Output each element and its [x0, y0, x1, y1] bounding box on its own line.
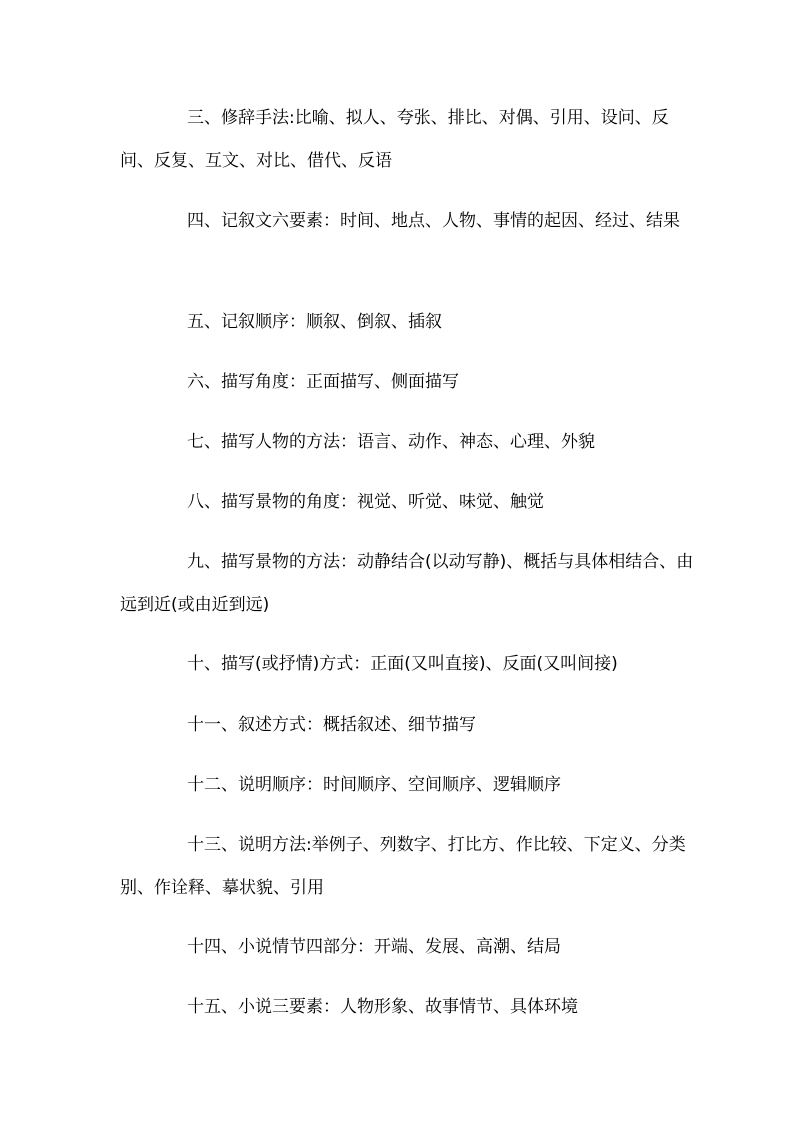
item-rhetoric-devices: 三、修辞手法:比喻、拟人、夸张、排比、对偶、引用、设问、反问、反复、互文、对比、借代、反语: [120, 108, 669, 171]
item-exposition-order: 十二、说明顺序：时间顺序、空间顺序、逻辑顺序: [187, 775, 561, 795]
item-narration-mode: 十一、叙述方式：概括叙述、细节描写: [187, 715, 476, 735]
item-narrative-order: 五、记叙顺序：顺叙、倒叙、插叙: [187, 312, 442, 332]
item-description-angle: 六、描写角度：正面描写、侧面描写: [187, 372, 459, 392]
item-novel-elements: 十五、小说三要素：人物形象、故事情节、具体环境: [187, 997, 578, 1017]
item-description-mode: 十、描写(或抒情)方式：正面(又叫直接)、反面(又叫间接): [187, 654, 618, 674]
item-scenery-methods: 九、描写景物的方法：动静结合(以动写静)、概括与具体相结合、由远到近(或由近到远): [120, 552, 694, 615]
item-character-description: 七、描写人物的方法：语言、动作、神态、心理、外貌: [187, 432, 595, 452]
item-scenery-angle: 八、描写景物的角度：视觉、听觉、味觉、触觉: [187, 492, 544, 512]
item-plot-parts: 十四、小说情节四部分：开端、发展、高潮、结局: [187, 937, 561, 957]
item-exposition-methods: 十三、说明方法:举例子、列数字、打比方、作比较、下定义、分类别、作诠释、摹状貌、引用: [120, 835, 686, 898]
item-narrative-elements: 四、记叙文六要素：时间、地点、人物、事情的起因、经过、结果: [187, 211, 680, 231]
